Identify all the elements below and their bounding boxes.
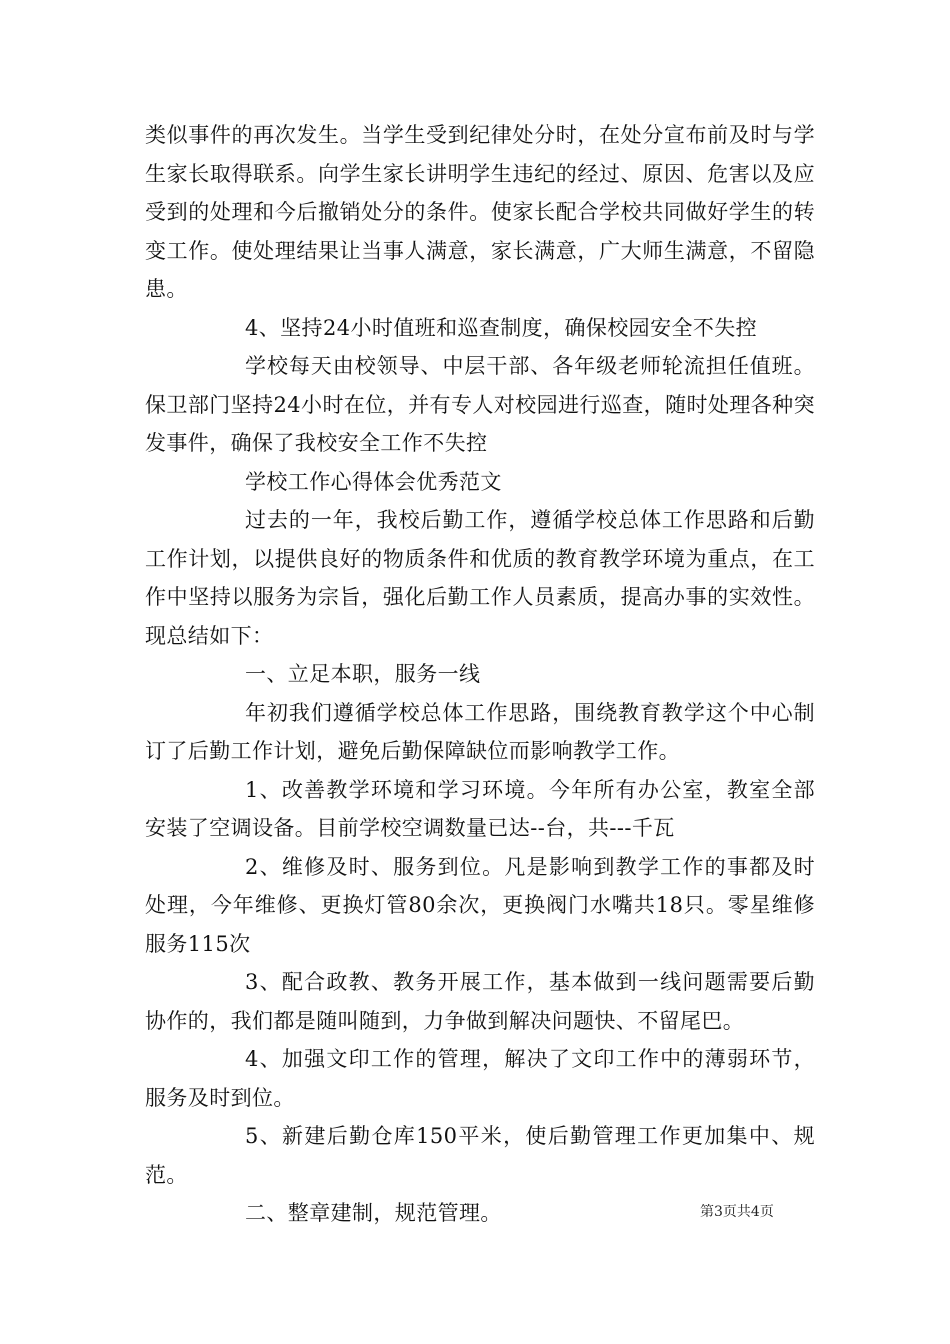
paragraph-3: 学校每天由校领导、中层干部、各年级老师轮流担任值班。保卫部门坚持24小时在位，并有专人对校园进行巡查，随时处理各种突发事件，确保了我校安全工作不失控 — [145, 354, 815, 455]
list-item-1: 1、改善教学环境和学习环境。今年所有办公室，教室全部安装了空调设备。目前学校空调数量已达--台，共---千瓦 — [145, 777, 815, 840]
heading-one: 一、立足本职，服务一线 — [245, 662, 481, 686]
page-number-label: 第3页共4页 — [700, 1204, 774, 1220]
page-footer — [700, 1203, 820, 1221]
list-item-5: 5、新建后勤仓库150平米，使后勤管理工作更加集中、规范。 — [145, 1124, 815, 1187]
list-item-3: 3、配合政教、教务开展工作，基本做到一线问题需要后勤协作的，我们都是随叫随到，力争做到解决问题快、不留尾巴。 — [145, 970, 815, 1033]
paragraph-2: 4、坚持24小时值班和巡查制度，确保校园安全不失控 — [245, 315, 758, 340]
paragraph-7: 年初我们遵循学校总体工作思路，围绕教育教学这个中心制订了后勤工作计划，避免后勤保障缺位而影响教学工作。 — [145, 700, 815, 763]
paragraph-1: 类似事件的再次发生。当学生受到纪律处分时，在处分宣布前及时与学生家长取得联系。向学生家长讲明学生违纪的经过、原因、危害以及应受到的处理和今后撤销处分的条件。使家长配合学校共同做好学生的转变工作。使处理结果让当事人满意，家长满意，广大师生满意，不留隐患。 — [145, 123, 815, 301]
section-title: 学校工作心得体会优秀范文 — [245, 469, 502, 494]
document-body — [145, 116, 815, 1233]
list-item-4: 4、加强文印工作的管理，解决了文印工作中的薄弱环节，服务及时到位。 — [145, 1047, 815, 1110]
list-item-2: 2、维修及时、服务到位。凡是影响到教学工作的事都及时处理，今年维修、更换灯管80余次，更换阀门水嘴共18只。零星维修服务115次 — [145, 854, 815, 956]
paragraph-5: 过去的一年，我校后勤工作，遵循学校总体工作思路和后勤工作计划，以提供良好的物质条件和优质的教育教学环境为重点，在工作中坚持以服务为宗旨，强化后勤工作人员素质，提高办事的实效性。现总结如下： — [145, 508, 815, 648]
heading-two: 二、整章建制，规范管理。 — [245, 1201, 502, 1225]
